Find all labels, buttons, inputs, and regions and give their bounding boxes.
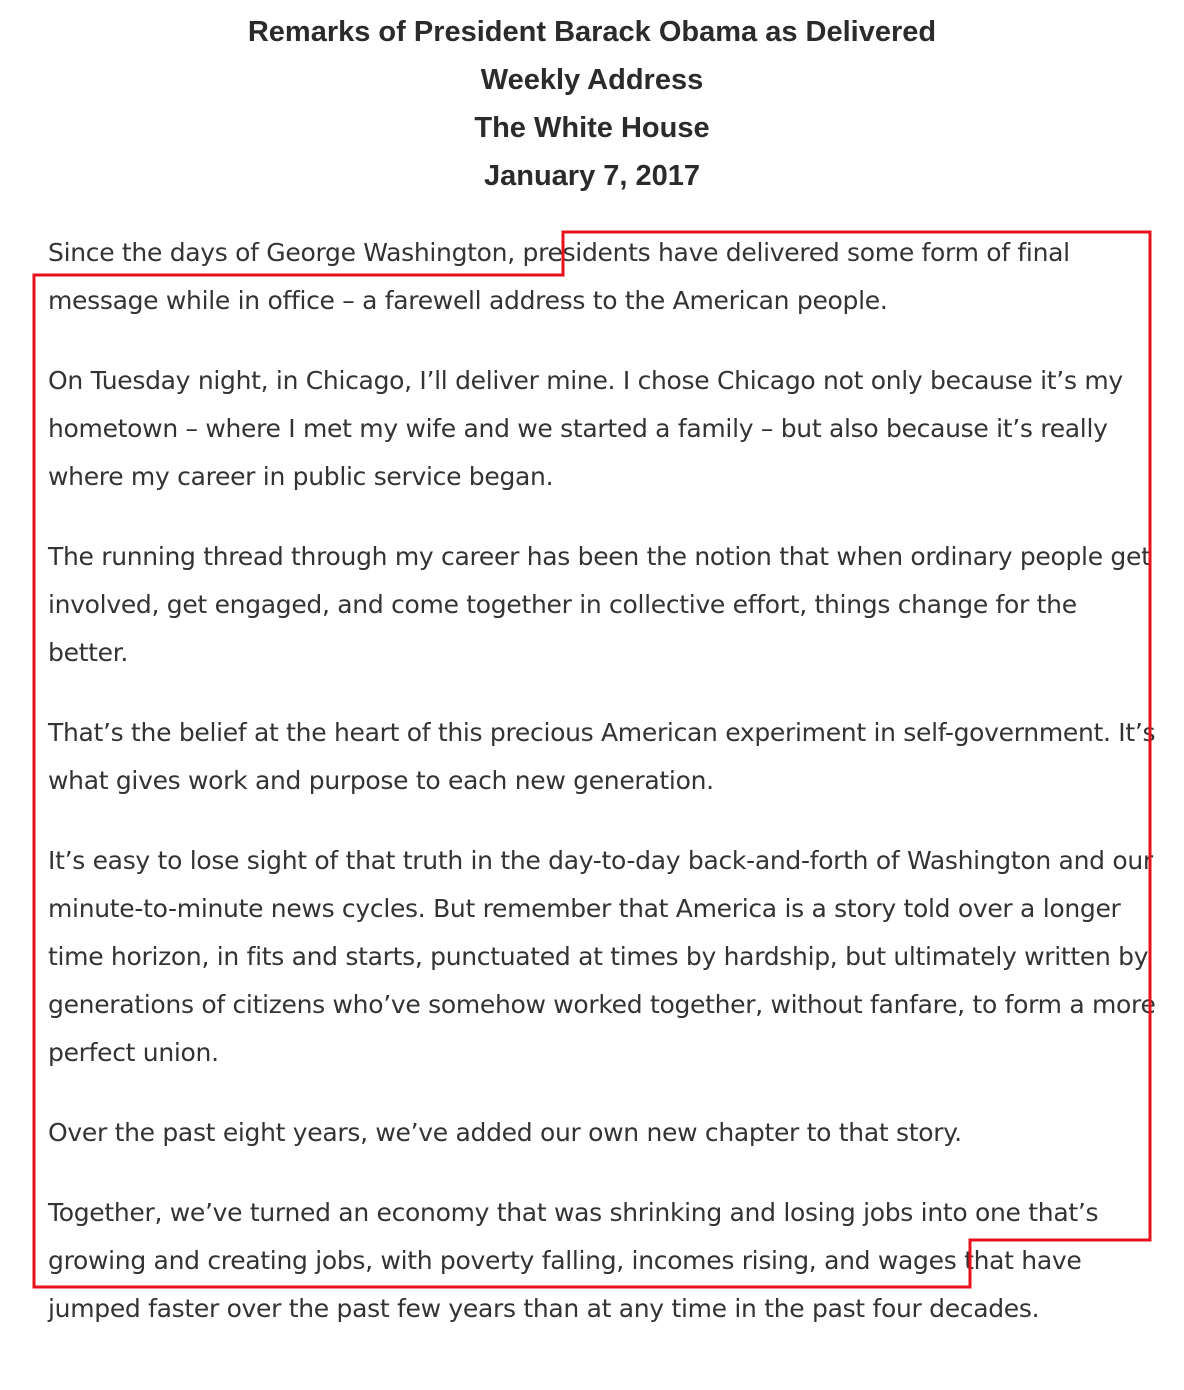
document-header xyxy=(0,8,1184,200)
paragraph-6: Over the past eight years, we’ve added our own new chapter to that story. xyxy=(48,1118,962,1147)
header-location: The White House xyxy=(474,112,710,144)
header-date: January 7, 2017 xyxy=(483,160,701,192)
paragraph-3: The running thread through my career has been the notion that when ordinary people get involved, get engaged, and come together in collective effort, things change for the better. xyxy=(48,542,1151,667)
paragraph-4: That’s the belief at the heart of this precious American experiment in self-government. It’s what gives work and purpose to each new generation. xyxy=(48,718,1156,795)
speech-body xyxy=(48,229,1158,1365)
paragraph-5: It’s easy to lose sight of that truth in the day-to-day back-and-forth of Washington and our minute-to-minute news cycles. But remember that America is a story told over a longer time horizon, in fits and starts, punctuated at times by hardship, but ultimately written by generations of citizens who’ve somehow worked together, without fanfare, to form a more perfect union. xyxy=(48,846,1156,1067)
header-subtitle: Weekly Address xyxy=(480,64,704,96)
header-title: Remarks of President Barack Obama as Delivered xyxy=(247,16,937,48)
paragraph-7: Together, we’ve turned an economy that was shrinking and losing jobs into one that’s growing and creating jobs, with poverty falling, incomes rising, and wages that have jumped faster over the past few years than at any time in the past four decades. xyxy=(48,1198,1099,1323)
paragraph-1: Since the days of George Washington, presidents have delivered some form of final message while in office – a farewell address to the American people. xyxy=(48,238,1070,315)
paragraph-2: On Tuesday night, in Chicago, I’ll deliver mine. I chose Chicago not only because it’s my hometown – where I met my wife and we started a family – but also because it’s really where my career in public service began. xyxy=(48,366,1123,491)
